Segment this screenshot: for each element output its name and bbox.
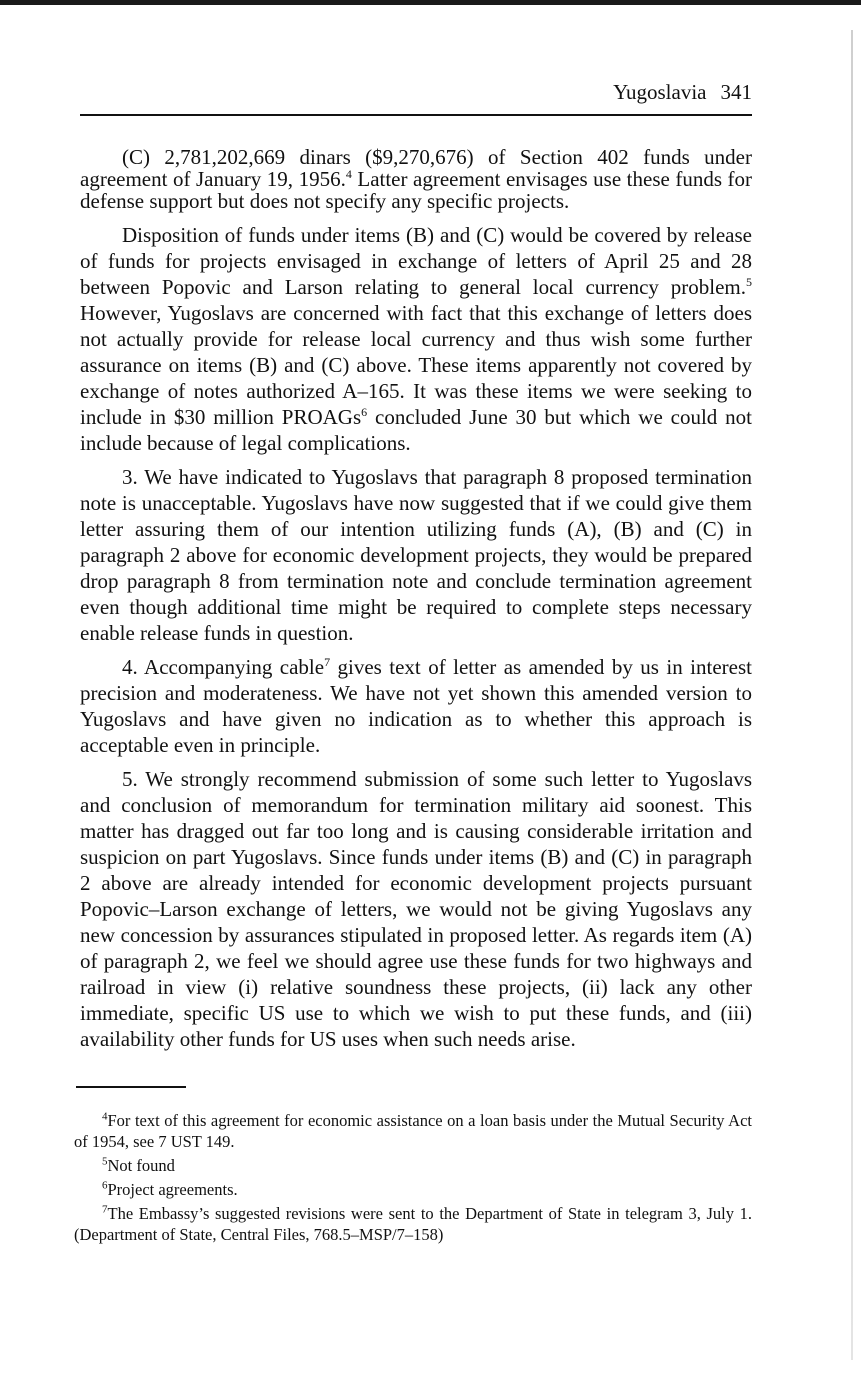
footnote-ref-4[interactable]: 4 [345,167,352,181]
running-header [80,80,752,116]
footnote-marker: 5 [102,1155,108,1168]
page-edge-shadow [851,30,853,1360]
body-text [80,146,752,1052]
footnotes [74,1110,752,1245]
header-title: Yugoslavia [613,80,707,104]
top-border [0,0,861,5]
page-number: 341 [720,80,752,104]
footnote-divider [76,1086,186,1088]
footnote-ref-5[interactable]: 5 [746,275,752,289]
paragraph-5: 5. We strongly recommend submission of some such letter to Yugoslavs and conclusion of memorandum for termination military aid soonest. This matter has dragged out far too long and is causing considerable irritation and suspicion on part Yugoslavs. Since funds under items (B) and (C) in paragraph 2 above are already intended for economic development projects pursuant Popovic–Larson exchange of letters, we would not be giving Yugoslavs any new concession by assurances stipulated in proposed letter. As regards item (A) of paragraph 2, we feel we should agree use these funds for two highways and railroad in view (i) relative soundness these projects, (ii) lack any other immediate, specific US use to which we wish to put these funds, and (iii) availability other funds for US uses when such needs arise. [80,767,752,1051]
paragraph-disposition: Disposition of funds under items (B) and (C) would be covered by release of funds for projects envisaged in exchange of letters of April 25 and 28 between Popovic and Larson relating to general local currency problem.$^5$ However, Yugoslavs are concerned with fact that this exchange of letters does not actually provide for release local currency and thus wish some further assurance on items (B) and (C) above. These items apparently not covered by exchange of notes authorized A–165. It was these items we were seeking to include in $30 million PROAGs$^6$ concluded June 30 but which we could not include because of legal complications. [80,223,752,455]
footnote-ref-7[interactable]: 7 [324,655,331,669]
paragraph-item-c: (C) 2,781,202,669 dinars ($9,270,676) of Section 402 funds under agreement of January 19, 1956.$^4$ Latter agreement envisages use these funds for defense support but does not specify any specific projects. [80,145,753,213]
footnote-7: $^7$The Embassy’s suggested revisions were sent to the Department of State in telegram 3, July 1. (Department of State, Central Files, 768.5–MSP/7–158) [74,1203,752,1244]
document-page [74,80,753,1248]
footnote-4: $^4$For text of this agreement for economic assistance on a loan basis under the Mutual Security Act of 1954, see 7 UST 149. [74,1110,752,1151]
footnote-6: $^6$Project agreements. [102,1179,238,1199]
footnote-5: $^5$Not found [102,1155,175,1175]
paragraph-3: 3. We have indicated to Yugoslavs that paragraph 8 proposed termination note is unacceptable. Yugoslavs have now suggested that if we could give them letter assuring them of our intention utilizing funds (A), (B) and (C) in paragraph 2 above for economic development projects, they would be prepared drop paragraph 8 from termination note and conclude termination agreement even though additional time might be required to complete steps necessary enable release funds in question. [80,465,752,645]
footnote-marker: 4 [102,1110,108,1123]
footnote-marker: 7 [102,1203,108,1216]
paragraph-4: 4. Accompanying cable$^7$ gives text of letter as amended by us in interest precision and moderateness. We have not yet shown this amended version to Yugoslavs and have given no indication as to whether this approach is acceptable even in principle. [80,655,752,757]
footnote-ref-6[interactable]: 6 [361,405,368,419]
footnote-marker: 6 [102,1179,108,1192]
